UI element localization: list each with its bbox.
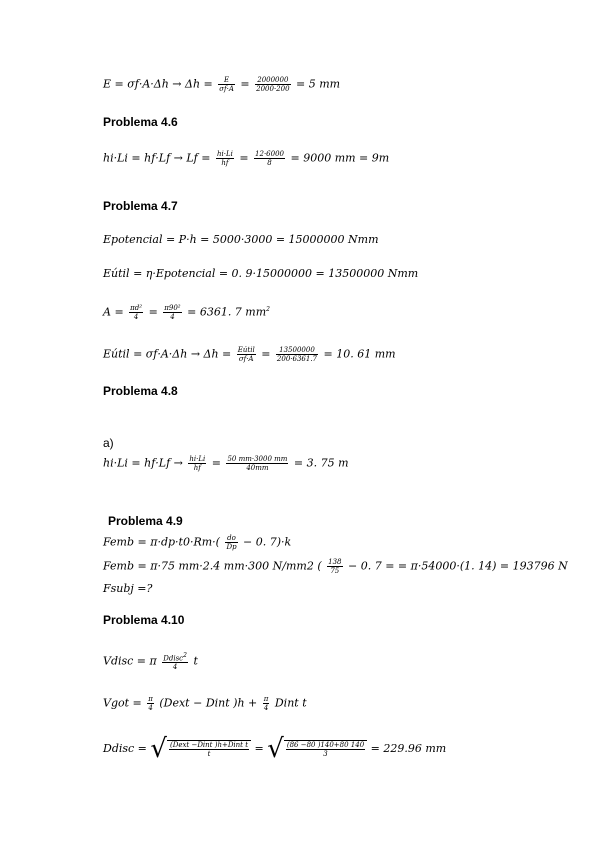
fraction: $\frac{\text{πd²}}{4}$ <box>130 304 143 322</box>
equation-femb-formula: Femb = π·dp·t0·Rm·( $\frac{do}{Dp}$ − 0. 7)·k <box>103 534 292 551</box>
fraction: $\frac{\pi}{4}$ <box>263 695 269 712</box>
equation-fsubj: Fsubj =? <box>103 582 153 595</box>
fraction: $\frac{Ddisc^2}{4}$ <box>163 652 187 672</box>
heading-problem-4-7: Problema 4.7 <box>103 199 178 213</box>
equation-elongation: E = σf·A·Δh → Δh = $\frac{E}{\sigma f\cdot A}$ = $\frac{2000000}{2000\cdot 200}$ = 5 mm <box>103 76 341 93</box>
item-label-a: a) <box>103 436 114 450</box>
equation-useful-energy: Eútil = η·Epotencial = 0. 9·15000000 = 13500000 Nmm <box>103 267 419 280</box>
equation-4-8: hi·Li = hf·Lf → $\frac{hi\cdot Li}{hf}$ = $\frac{50 mm\cdot 3000 mm}{40mm}$ = 3. 75 m <box>103 455 349 472</box>
heading-problem-4-6: Problema 4.6 <box>103 115 178 129</box>
equation-ddisc: Ddisc = √ $\frac{\text{(Dext −Dint )h+Dint t}}{t}$ = √ $\frac{(86 -80 )140+80 140}{3}$ = 229.96 mm <box>103 734 447 764</box>
fraction: $\frac{\text{Eútil}}{\sigma f\cdot A}$ <box>237 346 255 363</box>
equation-vdisc: Vdisc = π $\frac{Ddisc^2}{4}$ t <box>103 652 198 672</box>
fraction: $\frac{12\cdot 6000}{8}$ <box>255 150 284 167</box>
fraction: $\frac{\text{π90²}}{4}$ <box>164 304 181 322</box>
heading-problem-4-8: Problema 4.8 <box>103 384 178 398</box>
equation-potential-energy: Epotencial = P·h = 5000·3000 = 15000000 Nmm <box>103 233 379 246</box>
square-root: √ $\frac{(86 -80 )140+80 140}{3}$ <box>267 739 367 759</box>
fraction: $\frac{hi\cdot Li}{hf}$ <box>189 455 206 472</box>
fraction: $\frac{50 mm\cdot 3000 mm}{40mm}$ <box>227 455 288 472</box>
fraction: $\frac{E}{\sigma f\cdot A}$ <box>219 76 234 93</box>
equation-vgot: Vgot = $\frac{\pi}{4}$ (Dext − Dint )h + $\frac{\pi}{4}$ Dint t <box>103 695 307 712</box>
equation-femb-values: Femb = π·75 mm·2.4 mm·300 N/mm2 ( $\frac{138}{75}$ − 0. 7 = = π·54000·(1. 14) = 193796 N <box>103 558 568 575</box>
fraction: $\frac{138}{75}$ <box>328 558 342 575</box>
square-root: √ $\frac{\text{(Dext −Dint )h+Dint t}}{t}$ <box>150 739 251 759</box>
heading-problem-4-9: Problema 4.9 <box>108 514 183 528</box>
equation-delta-h: Eútil = σf·A·Δh → Δh = $\frac{\text{Eútil}}{\sigma f\cdot A}$ = $\frac{13500000}{200\cdot 6361.7}$ = 10. 61 mm <box>103 346 396 363</box>
heading-problem-4-10: Problema 4.10 <box>103 613 185 627</box>
fraction: $\frac{2000000}{2000\cdot 200}$ <box>256 76 290 93</box>
fraction: $\frac{hi\cdot Li}{hf}$ <box>216 150 233 167</box>
equation-4-6: hi·Li = hf·Lf → Lf = $\frac{hi\cdot Li}{hf}$ = $\frac{12\cdot 6000}{8}$ = 9000 mm = 9m <box>103 150 390 167</box>
fraction: $\frac{\pi}{4}$ <box>148 695 153 712</box>
fraction: $\frac{13500000}{200\cdot 6361.7}$ <box>276 346 318 363</box>
eq-lhs: E = σf·A·Δh → Δh = <box>103 77 213 91</box>
fraction: $\frac{do}{Dp}$ <box>226 534 237 551</box>
equation-area: A = $\frac{\text{πd²}}{4}$ = $\frac{\text{π90²}}{4}$ = 6361. 7 $mm^2$ <box>103 304 270 322</box>
